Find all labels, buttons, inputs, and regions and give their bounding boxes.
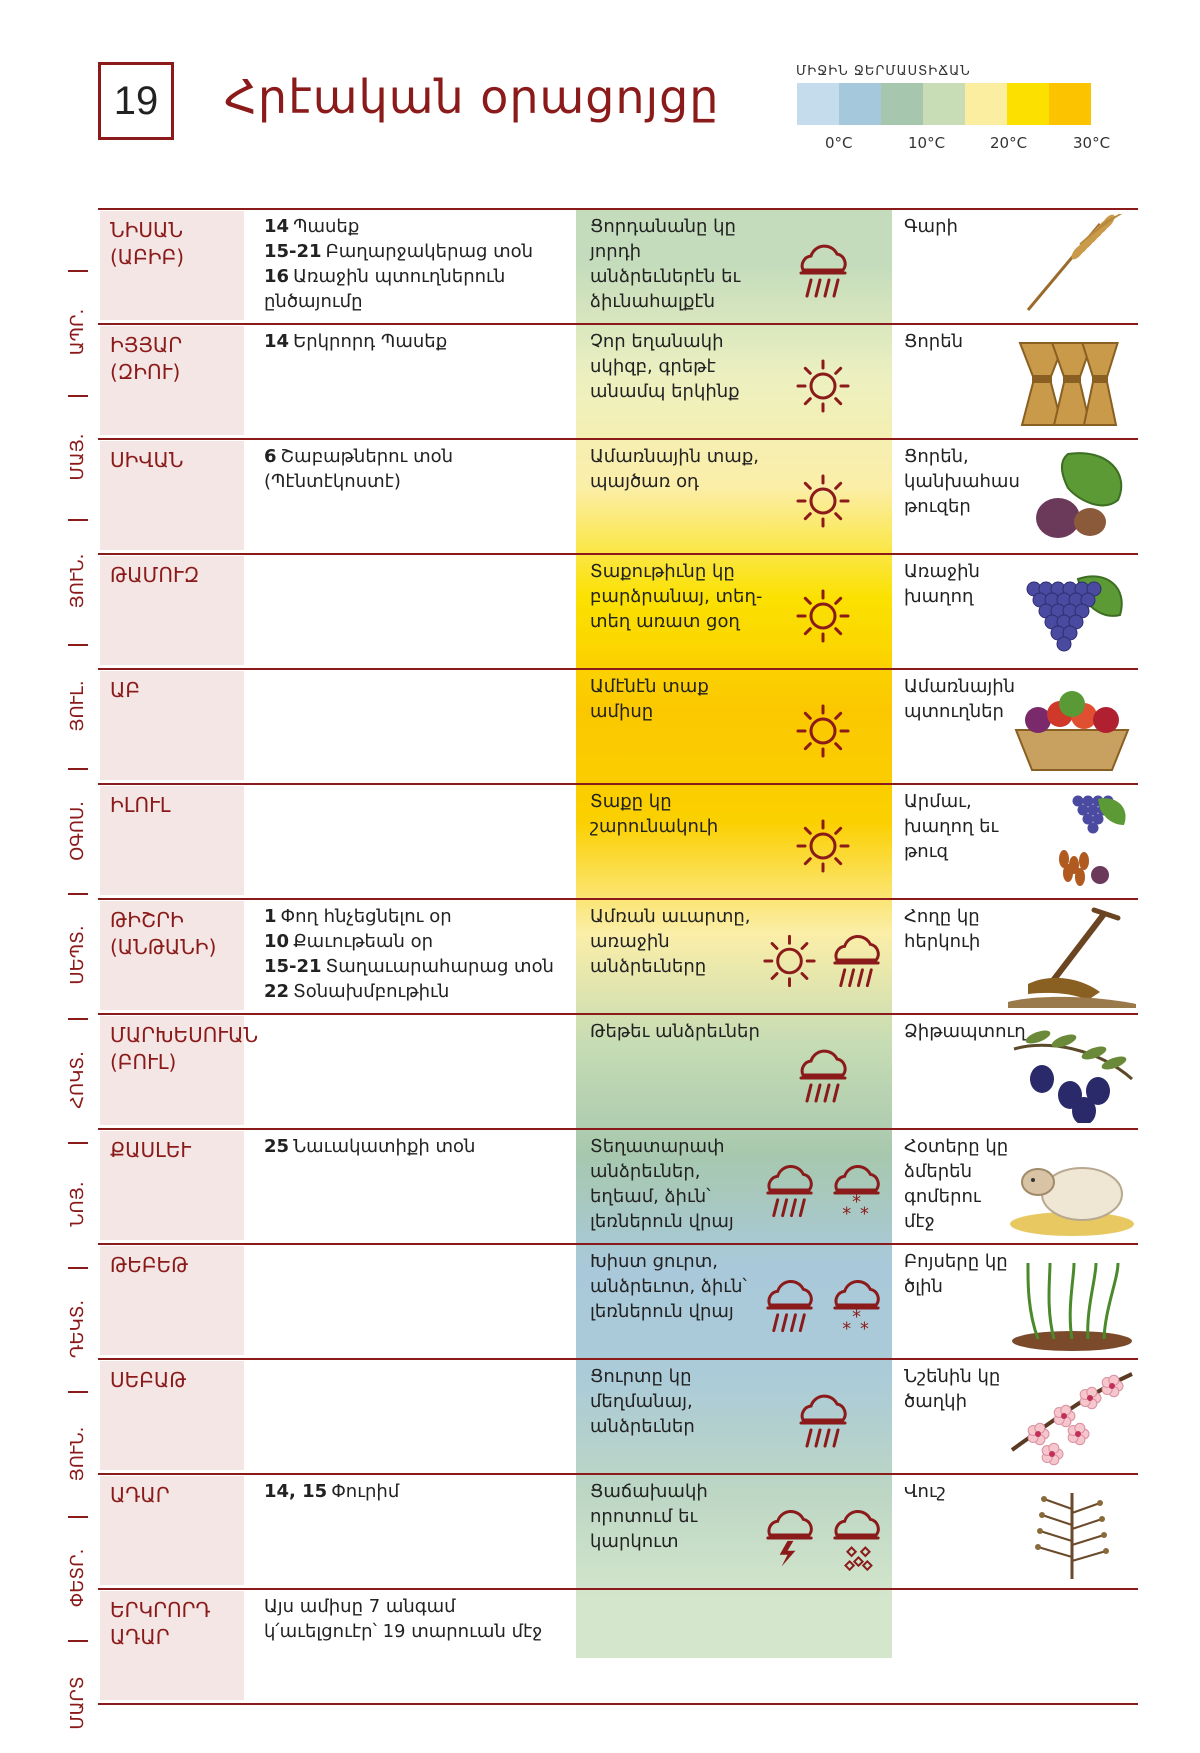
legend-swatch: [923, 83, 965, 125]
month-row: [98, 323, 1138, 438]
crop-description: Ձիթապտուղ: [904, 1021, 1026, 1042]
rain-cloud-icon: [791, 1386, 855, 1456]
side-month-labels: [58, 208, 98, 1730]
side-month-tick: [68, 1267, 88, 1269]
side-month-tick: [68, 1640, 88, 1642]
feasts-cell: [264, 444, 564, 494]
weather-icons: [758, 686, 888, 776]
month-name: ՄԱՐԽԵՍՈՒԱՆ: [110, 1023, 259, 1047]
svg-text:*: *: [852, 1307, 861, 1328]
month-row: [98, 1128, 1138, 1243]
row-divider: [98, 898, 1138, 900]
row-divider: [98, 783, 1138, 785]
feast-entry: [264, 239, 564, 264]
feast-entry: [264, 264, 564, 314]
month-cell: [100, 556, 244, 665]
fruit-basket-icon: [1008, 674, 1136, 778]
side-month-label: ՄԱՐՏ: [67, 1676, 88, 1730]
feast-day: 25: [264, 1136, 290, 1157]
sheep-icon: [1008, 1134, 1136, 1238]
svg-text:*: *: [842, 1204, 852, 1225]
side-month-label: ՅՈՒԼ.: [67, 680, 88, 732]
month-name: ԹԻՇՐԻ: [110, 908, 184, 932]
feast-name: Առաջին պտուղներուն ընծայումը: [264, 266, 506, 312]
month-old-name: (ԱԲԻԲ): [110, 245, 185, 269]
month-cell: [100, 1361, 244, 1470]
side-month-tick: [68, 893, 88, 895]
svg-text:*: *: [859, 1319, 869, 1340]
weather-icons: [758, 571, 888, 661]
month-cell: [100, 441, 244, 550]
row-divider: [98, 1588, 1138, 1590]
row-divider: [98, 1703, 1138, 1705]
weather-description: Ամառնային տաք, պայծառ օդ: [590, 446, 760, 492]
rain-cloud-icon: [791, 236, 855, 306]
side-month-label: ՓԵՏՐ.: [67, 1548, 88, 1608]
month-cell: [100, 1476, 244, 1585]
crop-description: Ամառնային պտուղներ: [904, 676, 1016, 722]
feast-name: Շաբաթներու տօն (Պէնտէկոստէ): [264, 446, 454, 492]
weather-description: Ցուրտը կը մեղմանայ, անձրեւներ: [590, 1366, 695, 1437]
row-divider: [98, 323, 1138, 325]
month-old-name: (ԶԻՈՒ): [110, 360, 181, 384]
weather-description: Տաքութիւնը կը բարձրանայ, տեղ-տեղ առատ ցօղ: [590, 561, 763, 632]
row-divider: [98, 208, 1138, 210]
month-cell: [100, 326, 244, 435]
feast-name: Տօնախմբութիւն: [293, 981, 450, 1002]
weather-icons: [758, 341, 888, 431]
feast-entry: [264, 1134, 564, 1159]
row-divider: [98, 1013, 1138, 1015]
legend-swatch: [965, 83, 1007, 125]
month-row: [98, 668, 1138, 783]
crop-illustration: [1008, 1479, 1136, 1583]
flax-icon: [1008, 1479, 1136, 1583]
side-month-tick: [68, 1516, 88, 1518]
weather-description: Ցորդանանը կը յորդի անձրեւներէն եւ ձիւնահալքէն: [590, 216, 741, 312]
almond-blossom-icon: [1008, 1364, 1136, 1468]
month-name: ԻՅՅԱՐ: [110, 333, 183, 357]
crop-illustration: [1008, 559, 1136, 663]
side-month-tick: [68, 644, 88, 646]
weather-description: Չոր եղանակի սկիզբ, գրեթէ անամպ երկինք: [590, 331, 740, 402]
month-name: ՍԻՎԱՆ: [110, 448, 184, 472]
snow-cloud-icon: [825, 1271, 888, 1341]
rain-cloud-icon: [825, 926, 888, 996]
rain-cloud-icon: [758, 1156, 821, 1226]
crop-description: Նշենին կը ծաղկի: [904, 1366, 1001, 1412]
page-number-box: [98, 62, 174, 140]
side-month-label: ՍԵՊՏ.: [67, 925, 88, 985]
feast-name: Այս ամիսը 7 անգամ կ՛աւելցուէր՝ 19 տարուան մէջ: [264, 1596, 543, 1642]
temperature-legend-title: ՄԻՋԻՆ ՋԵՐՄԱՍՏԻՃԱՆ: [796, 64, 971, 79]
grapes-icon: [1008, 559, 1136, 663]
crop-illustration: [1008, 1249, 1136, 1353]
weather-description: Խիստ ցուրտ, անձրեւոտ, ձիւն՝ լեռներուն վրայ: [590, 1251, 747, 1322]
sprouts-icon: [1008, 1249, 1136, 1353]
month-row: [98, 208, 1138, 323]
weather-icons: [758, 1491, 888, 1581]
month-row: [98, 1358, 1138, 1473]
weather-description: Ամռան աւարտը, առաջին անձրեւները: [590, 906, 751, 977]
side-month-tick: [68, 768, 88, 770]
side-month-label: ՄԱՅ.: [67, 433, 88, 481]
feasts-cell: [264, 1479, 564, 1504]
legend-swatch: [839, 83, 881, 125]
barley-icon: [1008, 214, 1136, 318]
feasts-cell: [264, 1134, 564, 1159]
feast-name: Նաւակատիքի տօն: [293, 1136, 476, 1157]
side-month-label: ՀՈԿՏ.: [67, 1050, 88, 1109]
legend-swatch: [797, 83, 839, 125]
weather-description: Տեղատարափ անձրեւներ, եղեամ, ձիւն՝ լեռներուն վրայ: [590, 1136, 734, 1232]
crop-illustration: [1008, 444, 1136, 548]
month-name: ԹԵԲԵԹ: [110, 1253, 189, 1277]
crop-description: Առաջին խաղող: [904, 561, 980, 607]
legend-tick: 10°C: [908, 134, 946, 152]
feast-entry: [264, 329, 564, 354]
month-cell: [100, 1246, 244, 1355]
feast-name: Քաւութեան օր: [293, 931, 434, 952]
feast-day: 15-21: [264, 241, 322, 262]
month-row: [98, 438, 1138, 553]
side-month-tick: [68, 519, 88, 521]
month-name: ԵՐԿՐՈՐԴ ԱԴԱՐ: [110, 1598, 211, 1649]
calendar-table: [98, 208, 1138, 1658]
month-row: [98, 553, 1138, 668]
month-cell: [100, 1016, 259, 1125]
crop-illustration: [1008, 1019, 1136, 1123]
feast-name: Բաղարջակերաց տօն: [325, 241, 534, 262]
temperature-legend-bar: [797, 83, 1091, 125]
month-cell: [100, 211, 244, 320]
feast-day: 15-21: [264, 956, 322, 977]
weather-icons: [758, 226, 888, 316]
svg-text:*: *: [842, 1319, 852, 1340]
crop-description: Արմաւ, խաղող եւ թուզ: [904, 791, 999, 862]
feast-name: Փուրիմ: [331, 1481, 400, 1502]
month-row: [98, 1243, 1138, 1358]
weather-icons: [758, 1261, 888, 1351]
legend-tick: 0°C: [825, 134, 853, 152]
weather-description: Ամէնէն տաք ամիսը: [590, 676, 709, 722]
feast-name: Տաղաւարահարաց տօն: [325, 956, 554, 977]
crop-description: Ցորեն, կանխահաս թուզեր: [904, 446, 1020, 517]
rain-cloud-icon: [791, 1041, 855, 1111]
month-old-name: (ԲՈՒԼ): [110, 1050, 177, 1074]
feast-day: 10: [264, 931, 290, 952]
crop-description: Ցորեն: [904, 331, 964, 352]
month-row: [98, 783, 1138, 898]
crop-description: Հօտերը կը ձմերեն գոմերու մէջ: [904, 1136, 1009, 1232]
row-divider: [98, 438, 1138, 440]
feast-day: 22: [264, 981, 290, 1002]
weather-icons: [758, 1031, 888, 1121]
svg-text:*: *: [852, 1192, 861, 1213]
month-name: ԱԲ: [110, 678, 140, 702]
crop-illustration: [1008, 214, 1136, 318]
legend-swatch: [1049, 83, 1091, 125]
feast-entry: [264, 1479, 564, 1504]
side-month-label: ԴԵԿՏ.: [67, 1299, 88, 1359]
side-month-label: ՆՈՅ.: [67, 1181, 88, 1227]
feast-day: 14: [264, 216, 290, 237]
side-month-label: ՕԳՈՍ.: [67, 800, 88, 861]
crop-illustration: [1008, 329, 1136, 433]
side-month-tick: [68, 1142, 88, 1144]
feasts-cell: [264, 329, 564, 354]
month-name: ՔԱՍԼԵՒ: [110, 1138, 192, 1162]
legend-swatch: [881, 83, 923, 125]
month-row: [98, 1473, 1138, 1588]
legend-tick: 30°C: [1073, 134, 1111, 152]
feast-entry: [264, 929, 564, 954]
month-cell: [100, 901, 244, 1010]
dates-grapes-icon: [1008, 789, 1136, 893]
month-cell: [100, 786, 244, 895]
weather-description: Թեթեւ անձրեւներ: [590, 1021, 760, 1042]
weather-icons: [758, 801, 888, 891]
feast-day: 16: [264, 266, 290, 287]
snow-cloud-icon: [825, 1156, 888, 1226]
feast-day: 14, 15: [264, 1481, 328, 1502]
feast-name: Պասեք: [293, 216, 360, 237]
crop-description: Բոյսերը կը ծլին: [904, 1251, 1008, 1297]
side-month-tick: [68, 1018, 88, 1020]
crop-description: Վուշ: [904, 1481, 946, 1502]
weather-icons: [758, 916, 888, 1006]
weather-icons: [758, 456, 888, 546]
row-divider: [98, 1358, 1138, 1360]
crop-description: Գարի: [904, 216, 958, 237]
month-name: ԹԱՄՈՒԶ: [110, 563, 200, 587]
month-row: [98, 1588, 1138, 1703]
feast-entry: [264, 954, 564, 979]
row-divider: [98, 1243, 1138, 1245]
month-row: [98, 898, 1138, 1013]
side-month-label: ԱՊՐ.: [67, 309, 88, 356]
row-divider: [98, 553, 1138, 555]
crop-illustration: [1008, 1134, 1136, 1238]
sun-icon: [791, 696, 855, 766]
row-divider: [98, 1473, 1138, 1475]
sun-icon: [758, 926, 821, 996]
feast-day: 6: [264, 446, 277, 467]
page-number: 19: [113, 78, 159, 123]
sun-icon: [791, 811, 855, 881]
month-cell: [100, 1131, 244, 1240]
feast-day: 14: [264, 331, 290, 352]
feasts-cell: [264, 1594, 564, 1644]
month-name: ԱԴԱՐ: [110, 1483, 170, 1507]
month-row: [98, 1013, 1138, 1128]
side-month-label: ՅՈՒՆ.: [67, 554, 88, 609]
side-month-tick: [68, 270, 88, 272]
row-divider: [98, 1128, 1138, 1130]
month-cell: [100, 1591, 244, 1700]
fig-icon: [1008, 444, 1136, 548]
hail-cloud-icon: [825, 1501, 888, 1571]
feasts-cell: [264, 214, 564, 314]
sun-icon: [791, 581, 855, 651]
feast-name: Երկրորդ Պասեք: [293, 331, 448, 352]
feasts-cell: [264, 904, 564, 1004]
crop-description: Հողը կը հերկուի: [904, 906, 981, 952]
month-old-name: (ԱՆԹԱՆԻ): [110, 935, 217, 959]
wheat-sheaf-icon: [1008, 329, 1136, 433]
sun-icon: [791, 351, 855, 421]
plough-icon: [1008, 904, 1136, 1008]
olive-icon: [1008, 1019, 1136, 1123]
month-name: ՆԻՍԱՆ: [110, 218, 183, 242]
month-cell: [100, 671, 244, 780]
feast-entry: [264, 444, 564, 494]
page-title: Հրէական օրացոյցը: [224, 70, 720, 124]
feast-entry: [264, 1594, 564, 1644]
crop-illustration: [1008, 674, 1136, 778]
side-month-tick: [68, 395, 88, 397]
feast-entry: [264, 979, 564, 1004]
sun-icon: [791, 466, 855, 536]
weather-description: Տաքը կը շարունակուի: [590, 791, 719, 837]
legend-swatch: [1007, 83, 1049, 125]
crop-illustration: [1008, 1364, 1136, 1468]
crop-illustration: [1008, 904, 1136, 1008]
side-month-label: ՅՈՒՆ.: [67, 1426, 88, 1481]
side-month-tick: [68, 1391, 88, 1393]
feast-name: Փող հնչեցնելու օր: [280, 906, 452, 927]
feast-entry: [264, 214, 564, 239]
feast-entry: [264, 904, 564, 929]
weather-description: Ցաճախակի որոտում եւ կարկուտ: [590, 1481, 708, 1552]
rain-cloud-icon: [758, 1271, 821, 1341]
legend-tick: 20°C: [990, 134, 1028, 152]
thunder-cloud-icon: [758, 1501, 821, 1571]
weather-icons: [758, 1146, 888, 1236]
weather-icons: [758, 1376, 888, 1466]
feast-day: 1: [264, 906, 277, 927]
crop-illustration: [1008, 789, 1136, 893]
row-divider: [98, 668, 1138, 670]
month-name: ԻԼՈՒԼ: [110, 793, 171, 817]
svg-text:*: *: [859, 1204, 869, 1225]
month-name: ՍԵԲԱԹ: [110, 1368, 187, 1392]
